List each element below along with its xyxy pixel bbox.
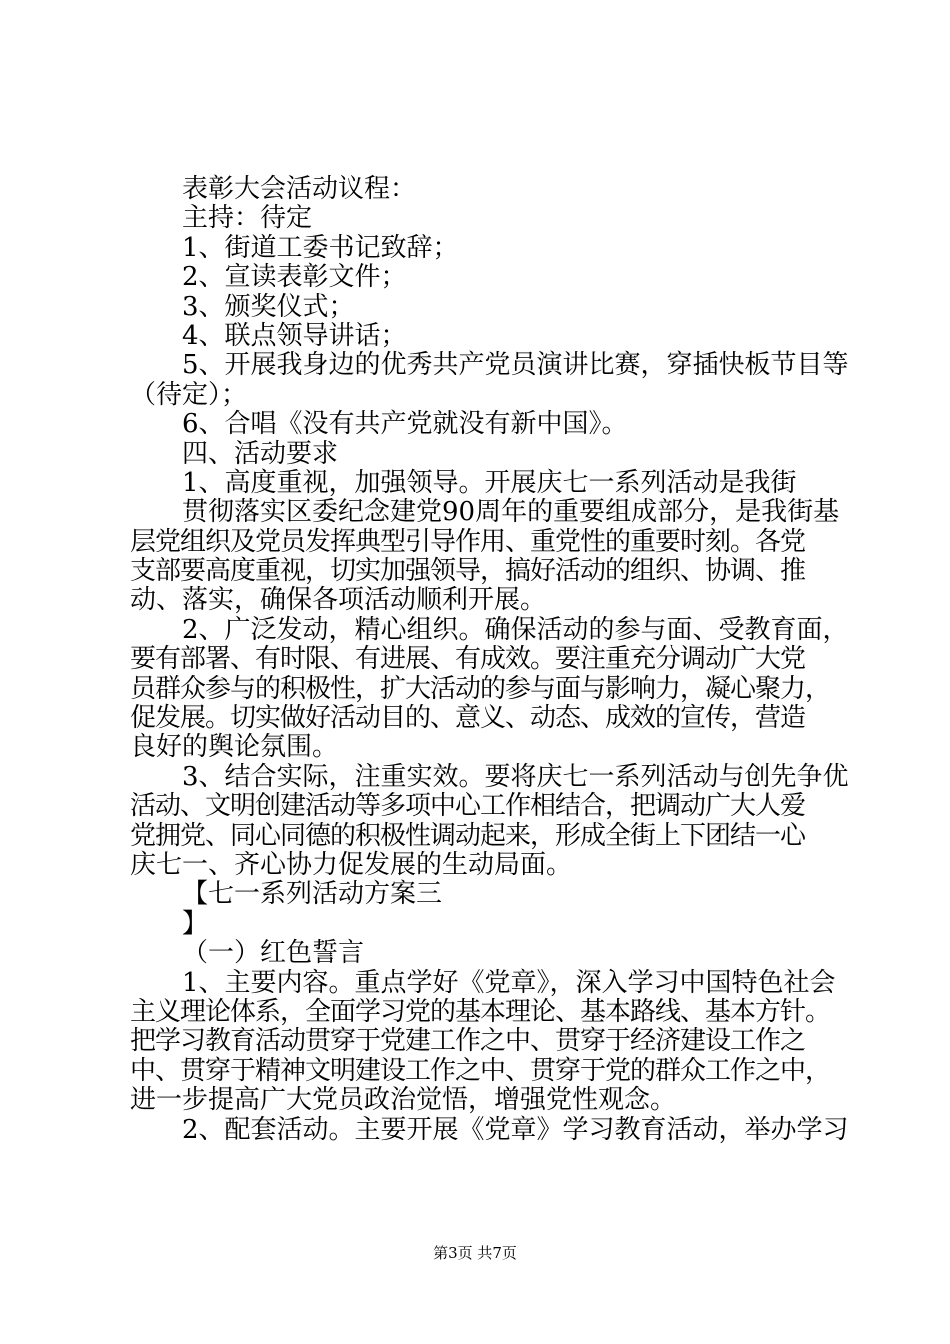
text-line: 5、开展我身边的优秀共产党员演讲比赛，穿插快板节目等 [182, 350, 849, 381]
text-line: 要有部署、有时限、有进展、有成效。要注重充分调动广大党 [130, 644, 806, 675]
text-line: 6、合唱《没有共产党就没有新中国》。 [182, 409, 628, 440]
text-line: 党拥党、同心同德的积极性调动起来，形成全街上下团结一心 [130, 820, 806, 851]
text-line: 中、贯穿于精神文明建设工作之中、贯穿于党的群众工作之中， [130, 1055, 831, 1086]
text-line: 四、活动要求 [182, 438, 339, 469]
text-line: 1、主要内容。重点学好《党章》，深入学习中国特色社会 [182, 967, 836, 998]
text-line: 主持：待定 [182, 203, 313, 234]
text-line: 】 [182, 908, 209, 939]
text-line: 层党组织及党员发挥典型引导作用、重党性的重要时刻。各党 [130, 526, 806, 557]
body-text [130, 174, 849, 1145]
text-line: 促发展。切实做好活动目的、意义、动态、成效的宣传，营造 [130, 703, 806, 734]
text-line: 2、配套活动。主要开展《党章》学习教育活动，举办学习 [182, 1114, 849, 1145]
text-line: 贯彻落实区委纪念建党90周年的重要组成部分，是我街基 [182, 497, 840, 528]
text-line: 1、街道工委书记致辞； [182, 232, 459, 263]
text-line: 4、联点领导讲话； [182, 320, 407, 351]
text-line: 2、宣读表彰文件； [182, 262, 407, 293]
text-line: 主义理论体系，全面学习党的基本理论、基本路线、基本方针。 [130, 996, 831, 1027]
text-line: 庆七一、齐心协力促发展的生动局面。 [130, 849, 573, 880]
text-line: 表彰大会活动议程： [182, 174, 417, 204]
text-line: 支部要高度重视，切实加强领导，搞好活动的组织、协调、推 [130, 556, 806, 587]
text-line: 活动、文明创建活动等多项中心工作相结合，把调动广大人爱 [130, 791, 806, 822]
text-line: 【七一系列活动方案三 [182, 879, 443, 910]
text-line: 3、结合实际，注重实效。要将庆七一系列活动与创先争优 [182, 761, 849, 792]
text-line: 动、落实，确保各项活动顺利开展。 [130, 585, 547, 616]
text-line: 员群众参与的积极性，扩大活动的参与面与影响力，凝心聚力， [130, 673, 831, 704]
text-line: 进一步提高广大党员政治觉悟，增强党性观念。 [130, 1085, 677, 1116]
text-line: （一）红色誓言 [182, 938, 365, 969]
text-line: 良好的舆论氛围。 [130, 732, 339, 763]
page-footer: 第3页 共7页 [433, 1244, 517, 1262]
text-line: 1、高度重视，加强领导。开展庆七一系列活动是我街 [182, 467, 797, 498]
text-line: 把学习教育活动贯穿于党建工作之中、贯穿于经济建设工作之 [130, 1026, 806, 1057]
text-line: 3、颁奖仪式； [182, 291, 355, 322]
text-line: 2、广泛发动，精心组织。确保活动的参与面、受教育面， [182, 614, 849, 645]
text-line: （待定）； [130, 379, 248, 410]
